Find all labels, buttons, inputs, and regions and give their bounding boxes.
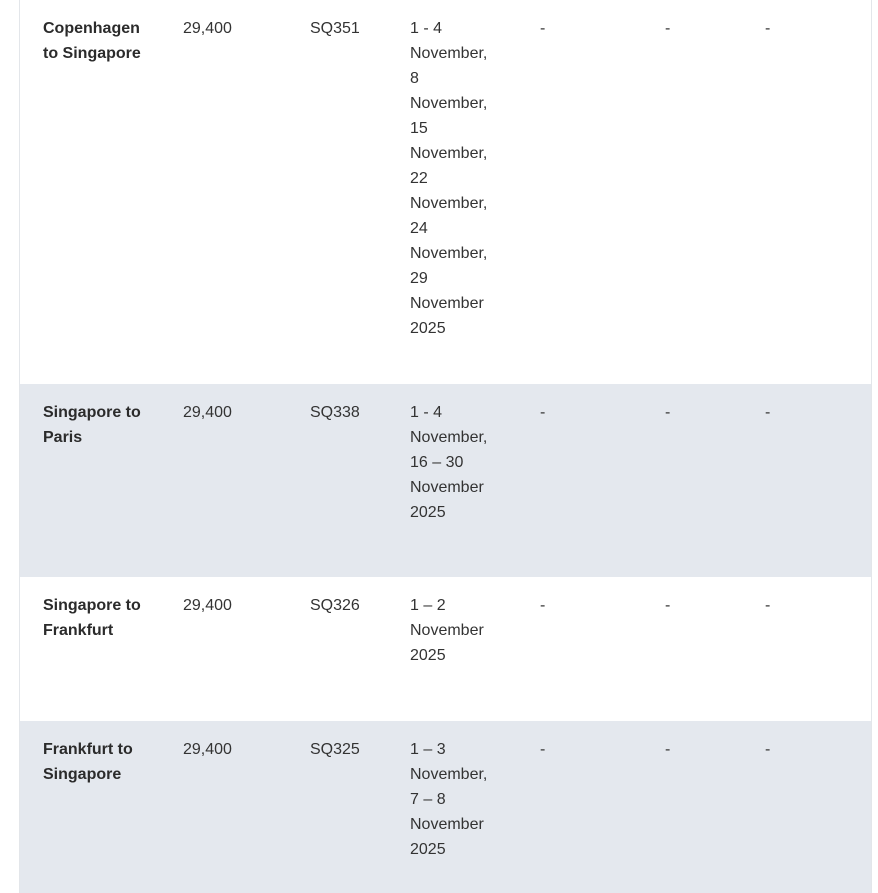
award-availability-table (19, 0, 872, 893)
travel-dates-cell: 1 – 3 November, 7 – 8 November 2025 (410, 741, 492, 858)
miles-cell: 29,400 (183, 597, 232, 614)
availability-cell: - (665, 597, 671, 614)
flight-number-cell: SQ325 (310, 741, 360, 758)
availability-cell: - (665, 741, 671, 758)
availability-cell: - (540, 404, 546, 421)
availability-cell: - (765, 20, 771, 37)
availability-cell: - (540, 597, 546, 614)
flight-number-cell: SQ326 (310, 597, 360, 614)
miles-cell: 29,400 (183, 741, 232, 758)
miles-cell: 29,400 (183, 20, 232, 37)
table-row (20, 577, 871, 721)
availability-cell: - (540, 741, 546, 758)
availability-cell: - (765, 741, 771, 758)
route-cell: Copenhagen to Singapore (43, 20, 145, 62)
flight-number-cell: SQ351 (310, 20, 360, 37)
route-cell: Singapore to Paris (43, 404, 146, 446)
miles-cell: 29,400 (183, 404, 232, 421)
table-row (20, 384, 871, 577)
availability-cell: - (665, 404, 671, 421)
travel-dates-cell: 1 – 2 November 2025 (410, 597, 489, 664)
travel-dates-cell: 1 - 4 November, 16 – 30 November 2025 (410, 404, 492, 521)
route-cell: Frankfurt to Singapore (43, 741, 138, 783)
table-row (20, 721, 871, 893)
table-row (20, 0, 871, 384)
route-cell: Singapore to Frankfurt (43, 597, 146, 639)
availability-cell: - (540, 20, 546, 37)
availability-cell: - (665, 20, 671, 37)
availability-cell: - (765, 597, 771, 614)
availability-cell: - (765, 404, 771, 421)
travel-dates-cell: 1 - 4 November, 8 November, 15 November, 22 November, 24 November, 29 November 2025 (410, 20, 492, 337)
flight-number-cell: SQ338 (310, 404, 360, 421)
